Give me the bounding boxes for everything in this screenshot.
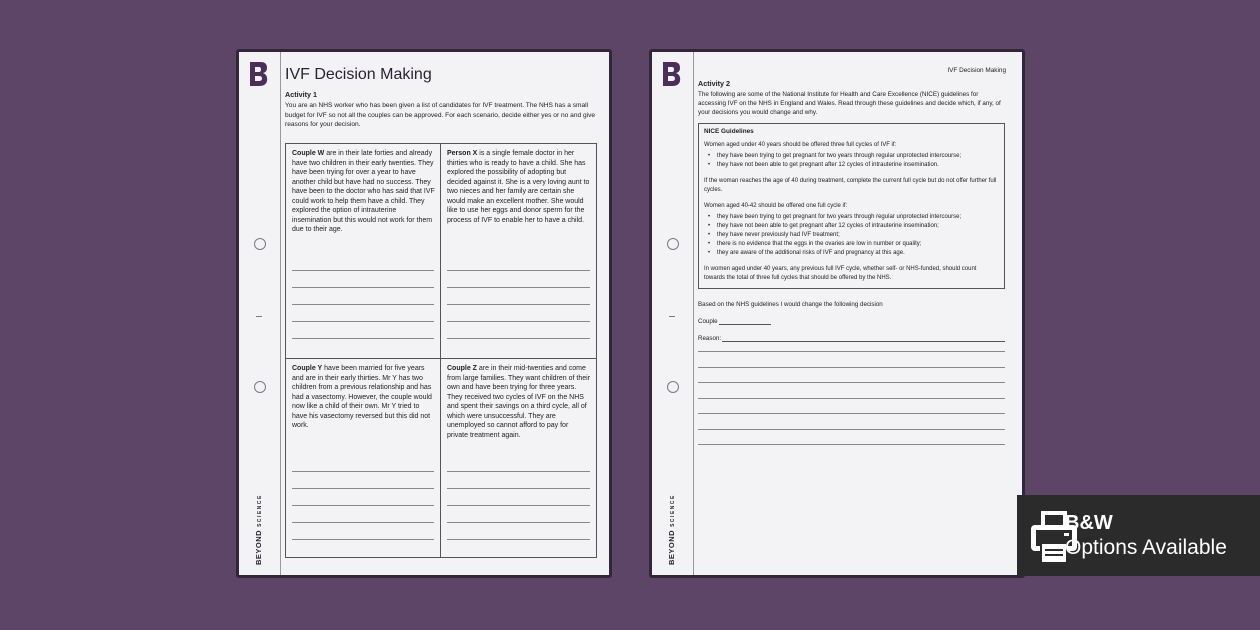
page-title: IVF Decision Making (285, 66, 432, 83)
scenario-grid (285, 143, 597, 558)
activity-title: Activity 2 (698, 79, 730, 88)
reason-blank[interactable] (722, 336, 1005, 342)
nice-title: NICE Guidelines (704, 128, 754, 136)
list-item: • they have been trying to get pregnant for two years through regular unprotected intercourse; (704, 152, 999, 161)
list-item: • they are aware of the additional risks of IVF and pregnancy at this age. (704, 249, 999, 258)
banner-subtitle: Options Available (1065, 536, 1227, 559)
brand-label: BEYONDSCIENCE (667, 494, 676, 565)
scenario-cell-couple-w: Couple W are in their late forties and already have two children in their early twenties. They have been trying for over a year to have another child but have had no success. They have been to the doctor who has said that IVF could work to help them have a child. They explored the option of intrauterine insemination but this would not work for them due to their age. (286, 144, 441, 359)
fold-mark (669, 316, 675, 317)
guideline-list (704, 213, 999, 258)
list-item: • there is no evidence that the eggs in the ovaries are low in number or quality; (704, 240, 999, 249)
couple-field[interactable]: Couple (698, 318, 1005, 325)
worksheet-page-1 (236, 49, 612, 578)
beyond-logo-icon (247, 60, 269, 88)
fold-mark (256, 316, 262, 317)
punch-hole (254, 238, 266, 250)
couple-blank[interactable] (719, 319, 771, 325)
guideline-paragraph: Women aged 40-42 should be offered one full cycle if: (704, 203, 848, 210)
answer-lines[interactable] (447, 471, 590, 556)
scenario-cell-couple-z: Couple Z are in their mid-twenties and come from large families. They want children of their own and have been trying for three years. They received two cycles of IVF on the NHS and spent their savings on a third cycle, all of which were unsuccessful. They are unemployed so cannot afford to pay for private treatment again. (441, 359, 596, 557)
decision-prompt: Based on the NHS guidelines I would change the following decision (698, 301, 883, 309)
activity-intro: You are an NHS worker who has been given a list of candidates for IVF treatment. The NHS has a small budget for IVF so not all the couples can be approved. For each scenario, decide either yes or no and give reasons for your decision. (285, 102, 596, 129)
margin-line (693, 52, 694, 575)
scenario-cell-person-x: Person X is a single female doctor in her thirties who is ready to have a child. She has explored the possibility of adopting but decided against it. She is a very loving aunt to two nieces and her family are certain she would make an excellent mother. She would like to use her eggs and donor sperm for the process of IVF to enable her to have a child. (441, 144, 596, 359)
guideline-list (704, 152, 999, 170)
answer-lines[interactable] (292, 270, 434, 355)
answer-lines[interactable] (292, 471, 434, 556)
reason-lines[interactable] (698, 351, 1005, 445)
reason-field[interactable]: Reason: (698, 335, 1005, 342)
beyond-logo-icon (660, 60, 682, 88)
page-header: IVF Decision Making (947, 67, 1006, 74)
activity-intro: The following are some of the National Institute for Health and Care Excellence (NICE) guidelines for accessing IVF on the NHS in England and Wales. Read through these guidelines and decide which, if any, of your decisions you would change and why. (698, 91, 1001, 117)
list-item: • they have never previously had IVF treatment; (704, 231, 999, 240)
punch-hole (254, 381, 266, 393)
guideline-paragraph: Women aged under 40 years should be offered three full cycles of IVF if: (704, 142, 897, 149)
scenario-cell-couple-y: Couple Y have been married for five years and are in their early thirties. Mr Y has two children from a previous relationship and has had a vasectomy. However, the couple would now like a child of their own. Mr Y tried to have his vasectomy reversed but this did not work. (286, 359, 441, 557)
guideline-paragraph: In women aged under 40 years, any previous full IVF cycle, whether self- or NHS-funded, should count towards the total of three full cycles that should be offered by the NHS. (704, 266, 977, 282)
list-item: • they have not been able to get pregnant after 12 cycles of intrauterine insemination. (704, 161, 999, 170)
brand-label: BEYONDSCIENCE (254, 494, 263, 565)
nice-guidelines-box (698, 123, 1005, 289)
list-item: • they have not been able to get pregnant after 12 cycles of intrauterine insemination; (704, 222, 999, 231)
punch-hole (667, 381, 679, 393)
list-item: • they have been trying to get pregnant for two years through regular unprotected intercourse; (704, 213, 999, 222)
activity-title: Activity 1 (285, 90, 317, 99)
answer-lines[interactable] (447, 270, 590, 355)
margin-line (280, 52, 281, 575)
punch-hole (667, 238, 679, 250)
banner-title: B&W (1065, 512, 1113, 534)
worksheet-page-2 (649, 49, 1025, 578)
guideline-paragraph: If the woman reaches the age of 40 during treatment, complete the current full cycle but do not offer further full cycles. (704, 178, 997, 194)
